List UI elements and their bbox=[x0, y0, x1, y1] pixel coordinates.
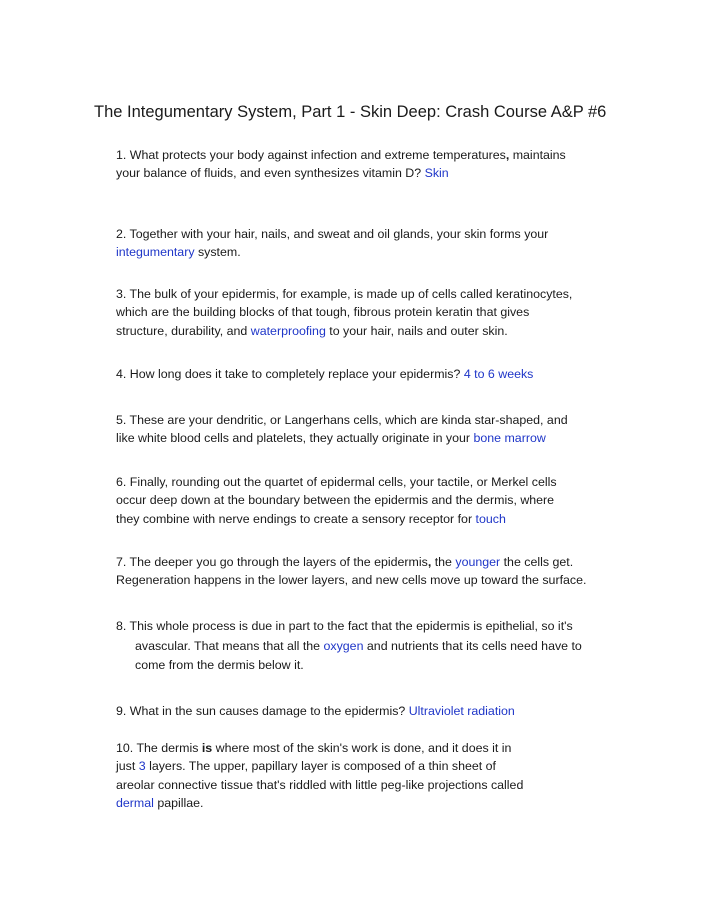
question-line: 2. Together with your hair, nails, and sweat and oil glands, your skin forms your bbox=[116, 227, 549, 241]
question-line: 7. The deeper you go through the layers of the epidermis, the younger the cells get. bbox=[116, 555, 574, 569]
question-line: areolar connective tissue that's riddled with little peg-like projections called bbox=[116, 777, 524, 792]
question-3 bbox=[116, 285, 616, 340]
question-2 bbox=[116, 225, 616, 262]
answer-text: dermal bbox=[116, 796, 154, 811]
answer-text: Ultraviolet radiation bbox=[408, 704, 515, 718]
question-line: occur deep down at the boundary between the epidermis and the dermis, where bbox=[116, 493, 555, 508]
question-6 bbox=[116, 473, 616, 528]
question-line: which are the building blocks of that tough, fibrous protein keratin that gives bbox=[116, 305, 530, 320]
question-line: come from the dermis below it. bbox=[135, 657, 304, 672]
question-4 bbox=[116, 365, 616, 383]
question-line: like white blood cells and platelets, they actually originate in your bone marrow bbox=[116, 431, 546, 446]
question-line: structure, durability, and waterproofing to your hair, nails and outer skin. bbox=[116, 323, 508, 338]
question-7 bbox=[116, 553, 616, 590]
question-line: just 3 layers. The upper, papillary layer is composed of a thin sheet of bbox=[116, 759, 496, 774]
answer-text: oxygen bbox=[323, 639, 364, 654]
question-line: 6. Finally, rounding out the quartet of epidermal cells, your tactile, or Merkel cells bbox=[116, 475, 557, 489]
question-line: they combine with nerve endings to create a sensory receptor for touch bbox=[116, 511, 506, 526]
question-line: avascular. That means that all the oxygen and nutrients that its cells need have to bbox=[135, 639, 582, 654]
question-5 bbox=[116, 411, 616, 448]
question-line: dermal papillae. bbox=[116, 796, 204, 811]
answer-text: bone marrow bbox=[473, 431, 546, 446]
question-line: Regeneration happens in the lower layers, and new cells move up toward the surface. bbox=[116, 573, 587, 588]
question-line: your balance of fluids, and even synthesizes vitamin D? Skin bbox=[116, 166, 449, 181]
question-line: 5. These are your dendritic, or Langerhans cells, which are kinda star-shaped, and bbox=[116, 413, 568, 427]
answer-text: younger bbox=[455, 555, 501, 569]
question-line: 10. The dermis is where most of the skin's work is done, and it does it in bbox=[116, 741, 512, 755]
document-title: The Integumentary System, Part 1 - Skin Deep: Crash Course A&P #6 bbox=[94, 103, 607, 121]
answer-text: integumentary bbox=[116, 245, 195, 260]
answer-text: waterproofing bbox=[250, 323, 326, 338]
question-line: integumentary system. bbox=[116, 245, 241, 260]
question-line: 4. How long does it take to completely replace your epidermis? 4 to 6 weeks bbox=[116, 367, 534, 381]
question-8 bbox=[116, 617, 616, 674]
answer-text: touch bbox=[475, 511, 506, 526]
question-1 bbox=[116, 146, 616, 183]
answer-text: 4 to 6 weeks bbox=[463, 367, 534, 381]
question-line: 9. What in the sun causes damage to the epidermis? Ultraviolet radiation bbox=[116, 704, 515, 718]
answer-text: Skin bbox=[424, 166, 449, 181]
question-10 bbox=[116, 739, 616, 813]
question-line: 1. What protects your body against infection and extreme temperatures, maintains bbox=[116, 148, 566, 162]
answer-text: 3 bbox=[138, 759, 146, 774]
question-9 bbox=[116, 702, 616, 720]
question-line: 8. This whole process is due in part to the fact that the epidermis is epithelial, so it's bbox=[116, 619, 573, 633]
question-line: 3. The bulk of your epidermis, for example, is made up of cells called keratinocytes, bbox=[116, 287, 573, 301]
